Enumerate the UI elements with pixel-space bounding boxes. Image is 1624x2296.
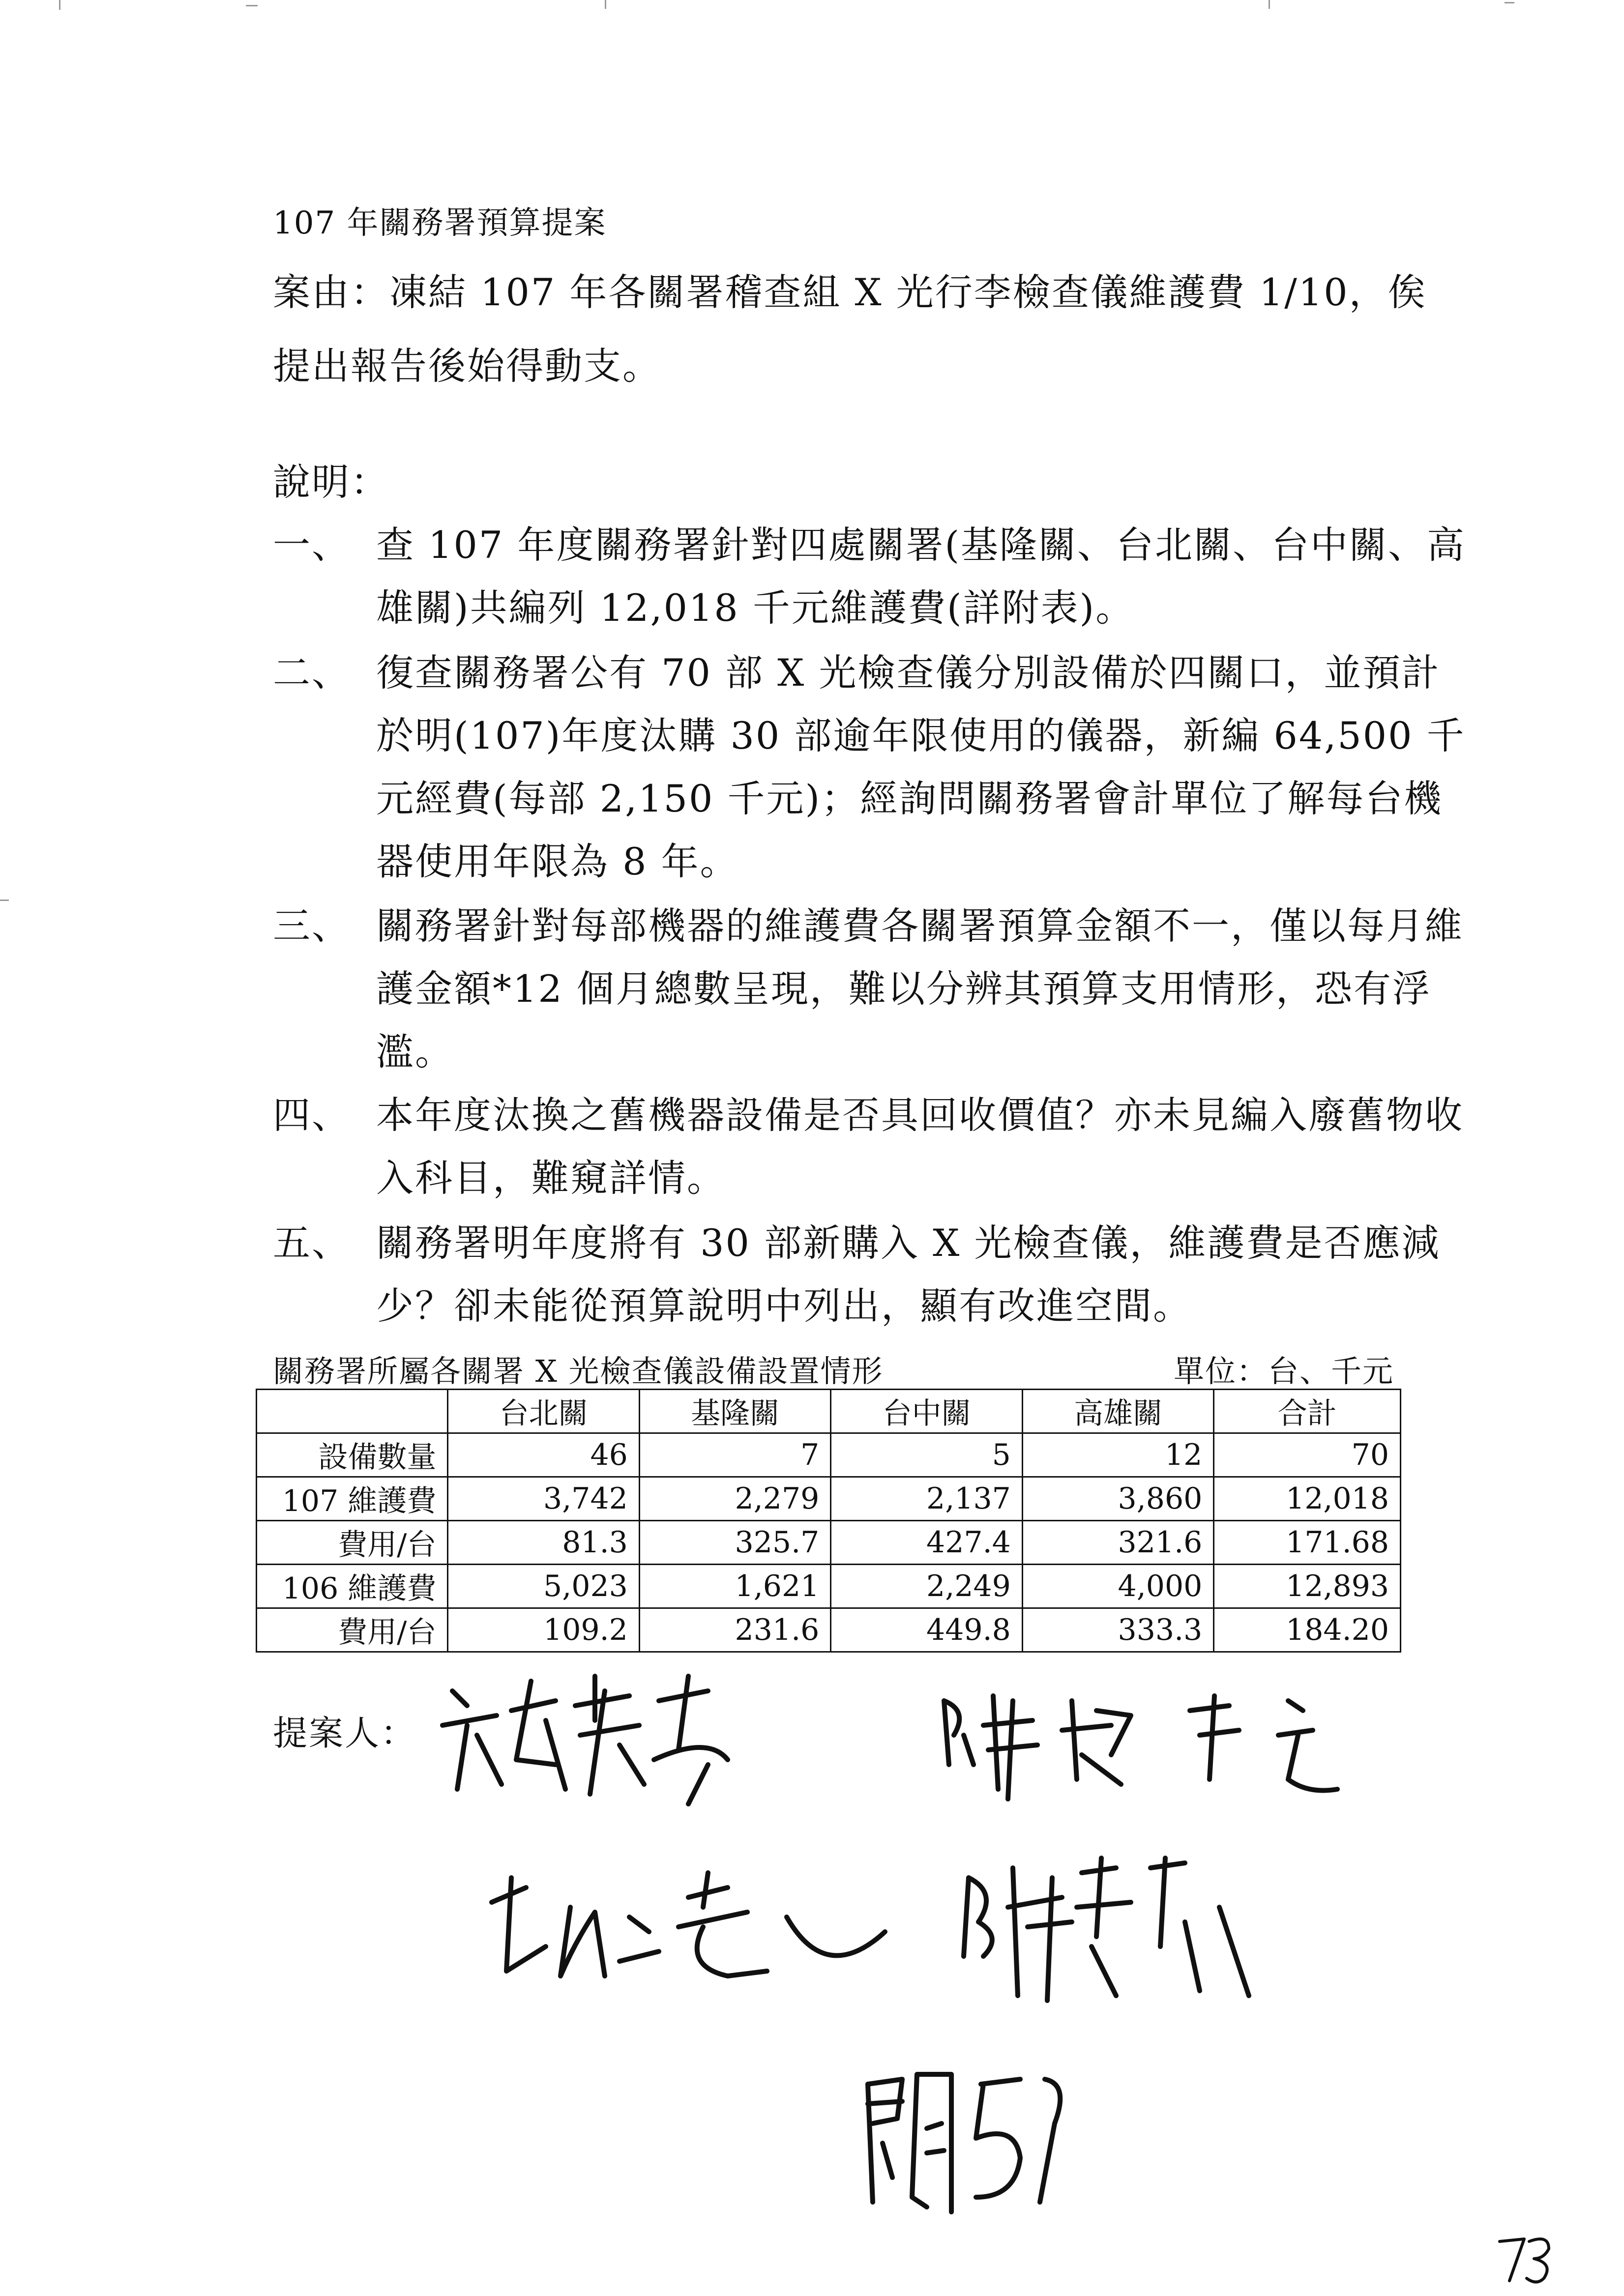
signature-4 bbox=[954, 1848, 1308, 2010]
table-header-row bbox=[257, 1390, 1401, 1433]
item-text: 關務署明年度將有 30 部新購入 X 光檢查儀，維護費是否應減少？卻未能從預算說明中列出，顯有改進空間。 bbox=[376, 1221, 1441, 1328]
signature-2 bbox=[934, 1681, 1367, 1809]
table-cell: 12 bbox=[1022, 1433, 1214, 1477]
table-row bbox=[257, 1565, 1401, 1608]
handwritten-stamp bbox=[858, 2055, 1074, 2222]
table-caption-title: 關務署所屬各關署 X 光檢查儀設備設置情形 bbox=[273, 1353, 884, 1389]
table-cell: 184.20 bbox=[1214, 1608, 1401, 1652]
table-row-label: 106 維護費 bbox=[257, 1565, 448, 1608]
table-row bbox=[257, 1521, 1401, 1565]
table-cell: 12,893 bbox=[1214, 1565, 1401, 1608]
table-unit: 單位：台、千元 bbox=[1173, 1353, 1394, 1389]
table-cell: 5,023 bbox=[448, 1565, 640, 1608]
scan-mark bbox=[0, 900, 9, 901]
proposer-label: 提案人： bbox=[273, 1713, 416, 1753]
signature-1 bbox=[433, 1661, 787, 1809]
explanation-label: 說明： bbox=[273, 460, 389, 504]
table-header-cell: 高雄關 bbox=[1022, 1390, 1214, 1433]
table-cell: 12,018 bbox=[1214, 1477, 1401, 1521]
table-row bbox=[257, 1608, 1401, 1652]
proposal-subject: 案由：凍結 107 年各關署稽查組 X 光行李檢查儀維護費 1/10，俟提出報告後始得動支。 bbox=[273, 270, 1427, 388]
scan-mark bbox=[605, 0, 606, 9]
table-cell: 7 bbox=[639, 1433, 831, 1477]
table-cell: 171.68 bbox=[1214, 1521, 1401, 1565]
item-number: 一、 bbox=[273, 523, 351, 567]
table-cell: 46 bbox=[448, 1433, 640, 1477]
table-caption bbox=[273, 1347, 1394, 1389]
equipment-table bbox=[256, 1389, 1401, 1653]
item-number: 二、 bbox=[273, 651, 351, 695]
scan-mark bbox=[1269, 0, 1270, 9]
table-cell: 70 bbox=[1214, 1433, 1401, 1477]
item-text: 本年度汰換之舊機器設備是否具回收價值？亦未見編入廢舊物收入科目，難窺詳情。 bbox=[376, 1093, 1464, 1200]
table-header-cell: 台中關 bbox=[831, 1390, 1023, 1433]
table-row-label: 107 維護費 bbox=[257, 1477, 448, 1521]
table-cell: 325.7 bbox=[639, 1521, 831, 1565]
item-number: 五、 bbox=[273, 1221, 351, 1265]
table-header-cell bbox=[257, 1390, 448, 1433]
item-text: 關務署針對每部機器的維護費各關署預算金額不一，僅以每月維護金額*12 個月總數呈現，難以分辨其預算支用情形，恐有浮濫。 bbox=[376, 904, 1464, 1074]
table-header-cell: 台北關 bbox=[448, 1390, 640, 1433]
table-cell: 427.4 bbox=[831, 1521, 1023, 1565]
table-cell: 1,621 bbox=[639, 1565, 831, 1608]
scan-mark bbox=[59, 0, 60, 10]
table-cell: 2,137 bbox=[831, 1477, 1023, 1521]
table-row-label: 費用/台 bbox=[257, 1521, 448, 1565]
item-text: 復查關務署公有 70 部 X 光檢查儀分別設備於四關口，並預計於明(107)年度汰購 30 部逾年限使用的儀器，新編 64,500 千元經費(每部 2,150 千元)；經詢問關務署會計單位了解每台機器使用年限為 8 年。 bbox=[376, 651, 1466, 883]
table-cell: 2,279 bbox=[639, 1477, 831, 1521]
table-cell: 4,000 bbox=[1022, 1565, 1214, 1608]
item-number: 三、 bbox=[273, 904, 351, 948]
table-row bbox=[257, 1477, 1401, 1521]
table-cell: 449.8 bbox=[831, 1608, 1023, 1652]
table-header-cell: 基隆關 bbox=[639, 1390, 831, 1433]
table-cell: 81.3 bbox=[448, 1521, 640, 1565]
table-row-label: 設備數量 bbox=[257, 1433, 448, 1477]
table-cell: 109.2 bbox=[448, 1608, 640, 1652]
table-cell: 5 bbox=[831, 1433, 1023, 1477]
table-cell: 3,860 bbox=[1022, 1477, 1214, 1521]
table-header-cell: 合計 bbox=[1214, 1390, 1401, 1433]
table-cell: 333.3 bbox=[1022, 1608, 1214, 1652]
table-cell: 231.6 bbox=[639, 1608, 831, 1652]
item-number: 四、 bbox=[273, 1093, 351, 1137]
table-cell: 3,742 bbox=[448, 1477, 640, 1521]
document-header-title: 107 年關務署預算提案 bbox=[273, 205, 607, 241]
table-row bbox=[257, 1433, 1401, 1477]
table-cell: 321.6 bbox=[1022, 1521, 1214, 1565]
table-cell: 2,249 bbox=[831, 1565, 1023, 1608]
table-row-label: 費用/台 bbox=[257, 1608, 448, 1652]
scan-mark bbox=[246, 5, 258, 6]
item-text: 查 107 年度關務署針對四處關署(基隆關、台北關、台中關、高雄關)共編列 12,018 千元維護費(詳附表)。 bbox=[376, 523, 1466, 630]
signature-3 bbox=[472, 1858, 905, 2005]
scan-mark bbox=[1505, 2, 1514, 3]
page-number bbox=[1495, 2232, 1564, 2286]
